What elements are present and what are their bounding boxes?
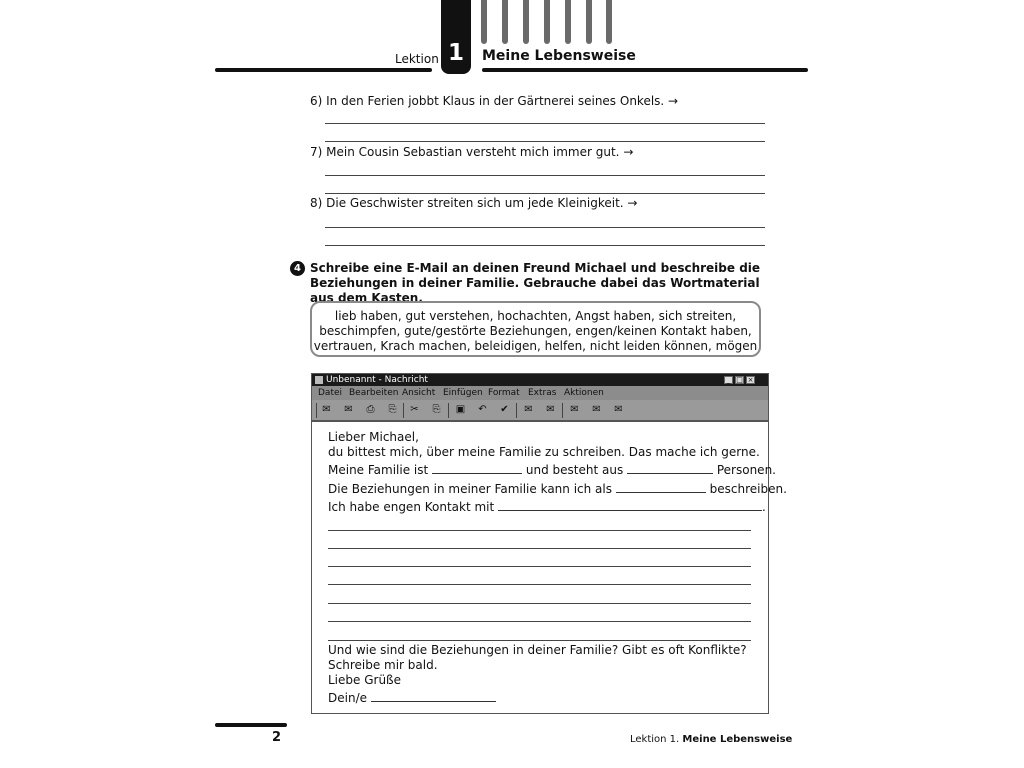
window-toolbar <box>312 400 768 422</box>
answer-line[interactable] <box>325 175 765 176</box>
window-title: Unbenannt - Nachricht <box>326 375 428 385</box>
maximize-icon[interactable]: □ <box>736 376 743 384</box>
mail-closing: Schreibe mir bald. <box>328 658 438 672</box>
blank-field[interactable] <box>627 463 713 474</box>
answer-line[interactable] <box>325 245 765 246</box>
word-box-line: beschimpfen, gute/gestörte Beziehungen, engen/keinen Kontakt haben, <box>319 324 752 338</box>
cut-icon[interactable]: ✂ <box>410 404 419 415</box>
header-lesson-number: 1 <box>447 40 464 66</box>
options-icon[interactable]: ✉ <box>592 404 601 415</box>
answer-line[interactable] <box>325 227 765 228</box>
header-rule-right <box>482 68 808 72</box>
help-icon[interactable]: ✉ <box>614 404 623 415</box>
toolbar-separator <box>316 403 317 418</box>
header-decor-bar <box>606 0 612 44</box>
toolbar-separator <box>403 403 404 418</box>
mail-line-relations: Die Beziehungen in meiner Familie kann ich als beschreiben. <box>328 482 787 496</box>
writing-line[interactable] <box>328 603 751 604</box>
header-decor-bar <box>502 0 508 44</box>
mail-regards: Liebe Grüße <box>328 673 401 687</box>
task-instruction: Schreibe eine E-Mail an deinen Freund Michael und beschreibe die Beziehungen in deiner Familie. Gebrauche dabei das Wortmaterial aus dem Kasten. <box>310 261 761 305</box>
mail-line-contact: Ich habe engen Kontakt mit . <box>328 500 766 514</box>
menu-format[interactable]: Format <box>488 388 520 398</box>
answer-line[interactable] <box>325 141 765 142</box>
menu-ansicht[interactable]: Ansicht <box>402 388 436 398</box>
header-title: Meine Lebensweise <box>482 48 636 64</box>
blank-field[interactable] <box>498 500 762 511</box>
menu-extras[interactable]: Extras <box>528 388 557 398</box>
send-icon[interactable]: ✉ <box>322 404 331 415</box>
menu-datei[interactable]: Datei <box>318 388 343 398</box>
exercise-sentence-7: 7) Mein Cousin Sebastian versteht mich immer gut. → <box>310 145 634 159</box>
minimize-icon[interactable]: _ <box>724 376 733 384</box>
writing-line[interactable] <box>328 566 751 567</box>
writing-line[interactable] <box>328 621 751 622</box>
menu-einfuegen[interactable]: Einfügen <box>443 388 483 398</box>
priority-icon[interactable]: ✉ <box>570 404 579 415</box>
mail-question: Und wie sind die Beziehungen in deiner Familie? Gibt es oft Konflikte? <box>328 643 747 657</box>
footer-rule <box>215 723 287 727</box>
word-box <box>310 301 761 357</box>
menu-bearbeiten[interactable]: Bearbeiten <box>349 388 399 398</box>
toolbar-separator <box>562 403 563 418</box>
word-box-line: vertrauen, Krach machen, beleidigen, helfen, nicht leiden können, mögen <box>313 339 758 353</box>
undo-icon[interactable]: ↶ <box>478 404 487 415</box>
writing-line[interactable] <box>328 640 751 641</box>
header-lektion-label: Lektion <box>395 52 439 66</box>
window-app-icon <box>315 376 323 384</box>
page-number: 2 <box>272 730 282 745</box>
paste-icon[interactable]: ▣ <box>455 404 466 415</box>
answer-line[interactable] <box>325 123 765 124</box>
answer-line[interactable] <box>325 193 765 194</box>
blank-field[interactable] <box>616 482 706 493</box>
email-window <box>311 373 787 714</box>
header-decor-bar <box>523 0 529 44</box>
task-number-badge: 4 <box>290 261 305 276</box>
header-decor-bar <box>565 0 571 44</box>
mail-intro: du bittest mich, über meine Familie zu schreiben. Das mache ich gerne. <box>328 445 760 459</box>
menu-aktionen[interactable]: Aktionen <box>564 388 604 398</box>
footer-lesson: Lektion 1. Meine Lebensweise <box>630 734 793 745</box>
address-book-icon[interactable]: ✉ <box>524 404 533 415</box>
copy-icon[interactable]: ⎘ <box>432 404 441 415</box>
window-menubar <box>312 386 768 400</box>
blank-field[interactable] <box>432 463 522 474</box>
writing-line[interactable] <box>328 584 751 585</box>
header-decor-bar <box>544 0 550 44</box>
exercise-sentence-6: 6) In den Ferien jobbt Klaus in der Gärtnerei seines Onkels. → <box>310 94 679 108</box>
print-icon[interactable]: ⎙ <box>366 404 375 415</box>
word-box-line: lieb haben, gut verstehen, hochachten, Angst haben, sich streiten, <box>334 309 737 323</box>
writing-line[interactable] <box>328 548 751 549</box>
header-rule-left <box>215 68 432 72</box>
header-decor-bar <box>481 0 487 44</box>
flag-icon[interactable]: ✉ <box>546 404 555 415</box>
mail-signature: Dein/e <box>328 691 496 705</box>
writing-line[interactable] <box>328 530 751 531</box>
attach-icon[interactable]: ⎘ <box>388 404 397 415</box>
close-icon[interactable]: × <box>747 376 754 384</box>
mail-line-family: Meine Familie ist und besteht aus Personen. <box>328 463 776 477</box>
toolbar-separator <box>448 403 449 418</box>
exercise-sentence-8: 8) Die Geschwister streiten sich um jede Kleinigkeit. → <box>310 196 638 210</box>
header-decor-bar <box>586 0 592 44</box>
blank-field[interactable] <box>371 691 496 702</box>
save-icon[interactable]: ✉ <box>344 404 353 415</box>
window-titlebar <box>312 374 768 386</box>
check-names-icon[interactable]: ✔ <box>500 404 509 415</box>
toolbar-separator <box>516 403 517 418</box>
mail-greeting: Lieber Michael, <box>328 430 419 444</box>
